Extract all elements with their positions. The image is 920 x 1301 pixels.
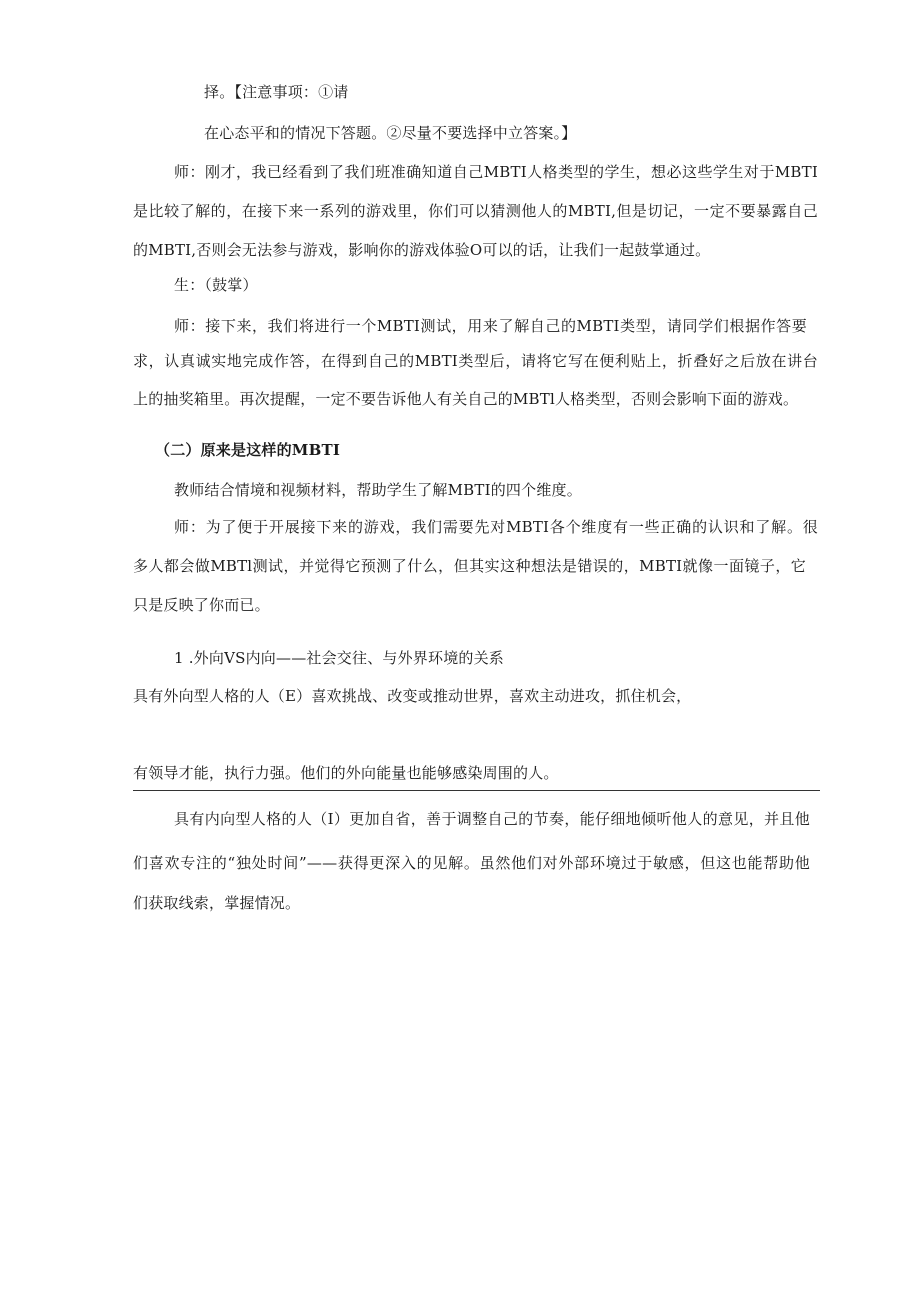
horizontal-divider [133,790,820,791]
paragraph-line-12: 师：为了便于开展接下来的游戏，我们需要先对MBTI各个维度有一些正确的认识和了解。很 [174,518,818,536]
section-heading: （二）原来是这样的MBTI [155,441,341,459]
paragraph-line-20: 们获取线索，掌握情况。 [133,894,301,912]
paragraph-line-17: 有领导才能，执行力强。他们的外向能量也能够感染周围的人。 [133,764,559,782]
subheading-line: 1 .外向VS内向——社会交往、与外界环境的关系 [174,649,504,667]
paragraph-line-19: 们喜欢专注的“独处时间”——获得更深入的见解。虽然他们对外部环境过于敏感，但这也能帮助他 [133,854,810,872]
paragraph-line-2: 在心态平和的情况下答题。②尽量不要选择中立答案。】 [204,124,577,142]
paragraph-line-9: 上的抽奖箱里。再次提醒，一定不要告诉他人有关自己的MBTl人格类型，否则会影响下面的游戏。 [133,390,799,408]
paragraph-line-4: 是比较了解的，在接下来一系列的游戏里，你们可以猜测他人的MBTI,但是切记，一定不要暴露自己 [133,202,818,220]
paragraph-line-8: 求，认真诚实地完成作答，在得到自己的MBTI类型后，请将它写在便利贴上，折叠好之后放在讲台 [133,352,818,370]
paragraph-line-3: 师：刚才，我已经看到了我们班准确知道自己MBTI人格类型的学生，想必这些学生对于MBTI [174,163,818,181]
paragraph-line-11: 教师结合情境和视频材料，帮助学生了解MBTI的四个维度。 [174,481,582,499]
paragraph-line-16: 具有外向型人格的人（E）喜欢挑战、改变或推动世界，喜欢主动进攻，抓住机会， [133,687,692,705]
paragraph-line-14: 只是反映了你而已。 [133,596,270,614]
paragraph-line-5: 的MBTI,否则会无法参与游戏，影响你的游戏体验O可以的话，让我们一起鼓掌通过。 [133,241,711,259]
paragraph-line-18: 具有内向型人格的人（I）更加自省，善于调整自己的节奏，能仔细地倾听他人的意见，并且他 [174,810,810,828]
paragraph-line-7: 师：接下来，我们将进行一个MBTI测试，用来了解自己的MBTI类型，请同学们根据作答要 [174,317,807,335]
paragraph-line-13: 多人都会做MBTl测试，并觉得它预测了什么，但其实这种想法是错误的，MBTI就像一面镜子，它 [133,557,806,575]
paragraph-line-1: 择。【注意事项：①请 [204,83,349,101]
paragraph-line-6: 生：（鼓掌） [174,276,258,294]
